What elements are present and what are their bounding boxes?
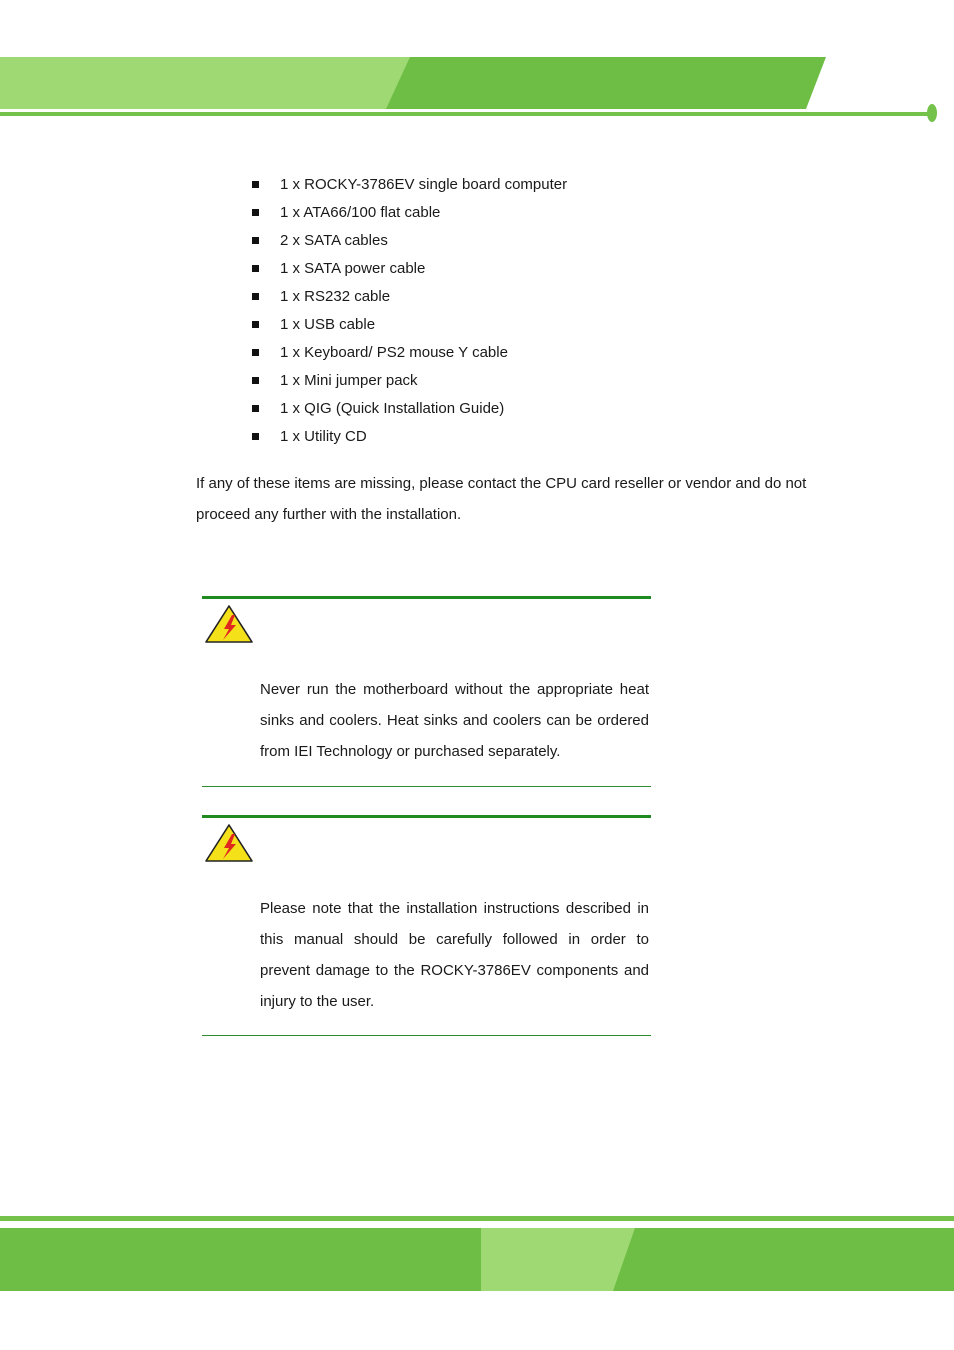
bullet-icon <box>252 377 259 384</box>
list-item: 1 x USB cable <box>252 310 567 338</box>
warning-box <box>202 596 651 787</box>
warning-icon <box>204 604 254 644</box>
missing-items-paragraph: If any of these items are missing, please contact the CPU card reseller or vendor and do not proceed any further with the installation. <box>196 475 807 523</box>
bullet-icon <box>252 433 259 440</box>
warning-top-rule <box>202 815 651 818</box>
bullet-icon <box>252 405 259 412</box>
list-item: 1 x RS232 cable <box>252 282 567 310</box>
warning-box <box>202 815 651 1036</box>
list-item: 1 x Utility CD <box>252 422 567 450</box>
header-band-light <box>0 57 410 109</box>
warning-icon <box>204 823 254 863</box>
warning-bottom-rule <box>202 786 651 787</box>
warning-bottom-rule <box>202 1035 651 1036</box>
list-item: 1 x QIG (Quick Installation Guide) <box>252 394 567 422</box>
bullet-icon <box>252 209 259 216</box>
list-item: 1 x ROCKY-3786EV single board computer <box>252 170 567 198</box>
header-band-dark <box>386 57 826 109</box>
packing-list <box>252 170 567 450</box>
warning-top-rule <box>202 596 651 599</box>
list-item: 2 x SATA cables <box>252 226 567 254</box>
bullet-icon <box>252 349 259 356</box>
footer-band-light <box>481 1228 635 1291</box>
header-rule <box>0 112 934 116</box>
list-item: 1 x SATA power cable <box>252 254 567 282</box>
bullet-icon <box>252 265 259 272</box>
bullet-icon <box>252 181 259 188</box>
list-item: 1 x Mini jumper pack <box>252 366 567 394</box>
footer-band-dark <box>0 1228 954 1291</box>
bullet-icon <box>252 237 259 244</box>
list-item: 1 x Keyboard/ PS2 mouse Y cable <box>252 338 567 366</box>
bullet-icon <box>252 321 259 328</box>
warning-text: Never run the motherboard without the appropriate heat sinks and coolers. Heat sinks and coolers can be ordered from IEI Technology or purchased separately. <box>260 681 649 760</box>
footer-rule <box>0 1216 954 1221</box>
list-item: 1 x ATA66/100 flat cable <box>252 198 567 226</box>
bullet-icon <box>252 293 259 300</box>
header-rule-endcap <box>927 104 937 122</box>
warning-text: Please note that the installation instructions described in this manual should be carefully followed in order to prevent damage to the ROCKY-3786EV components and injury to the user. <box>260 900 649 1010</box>
